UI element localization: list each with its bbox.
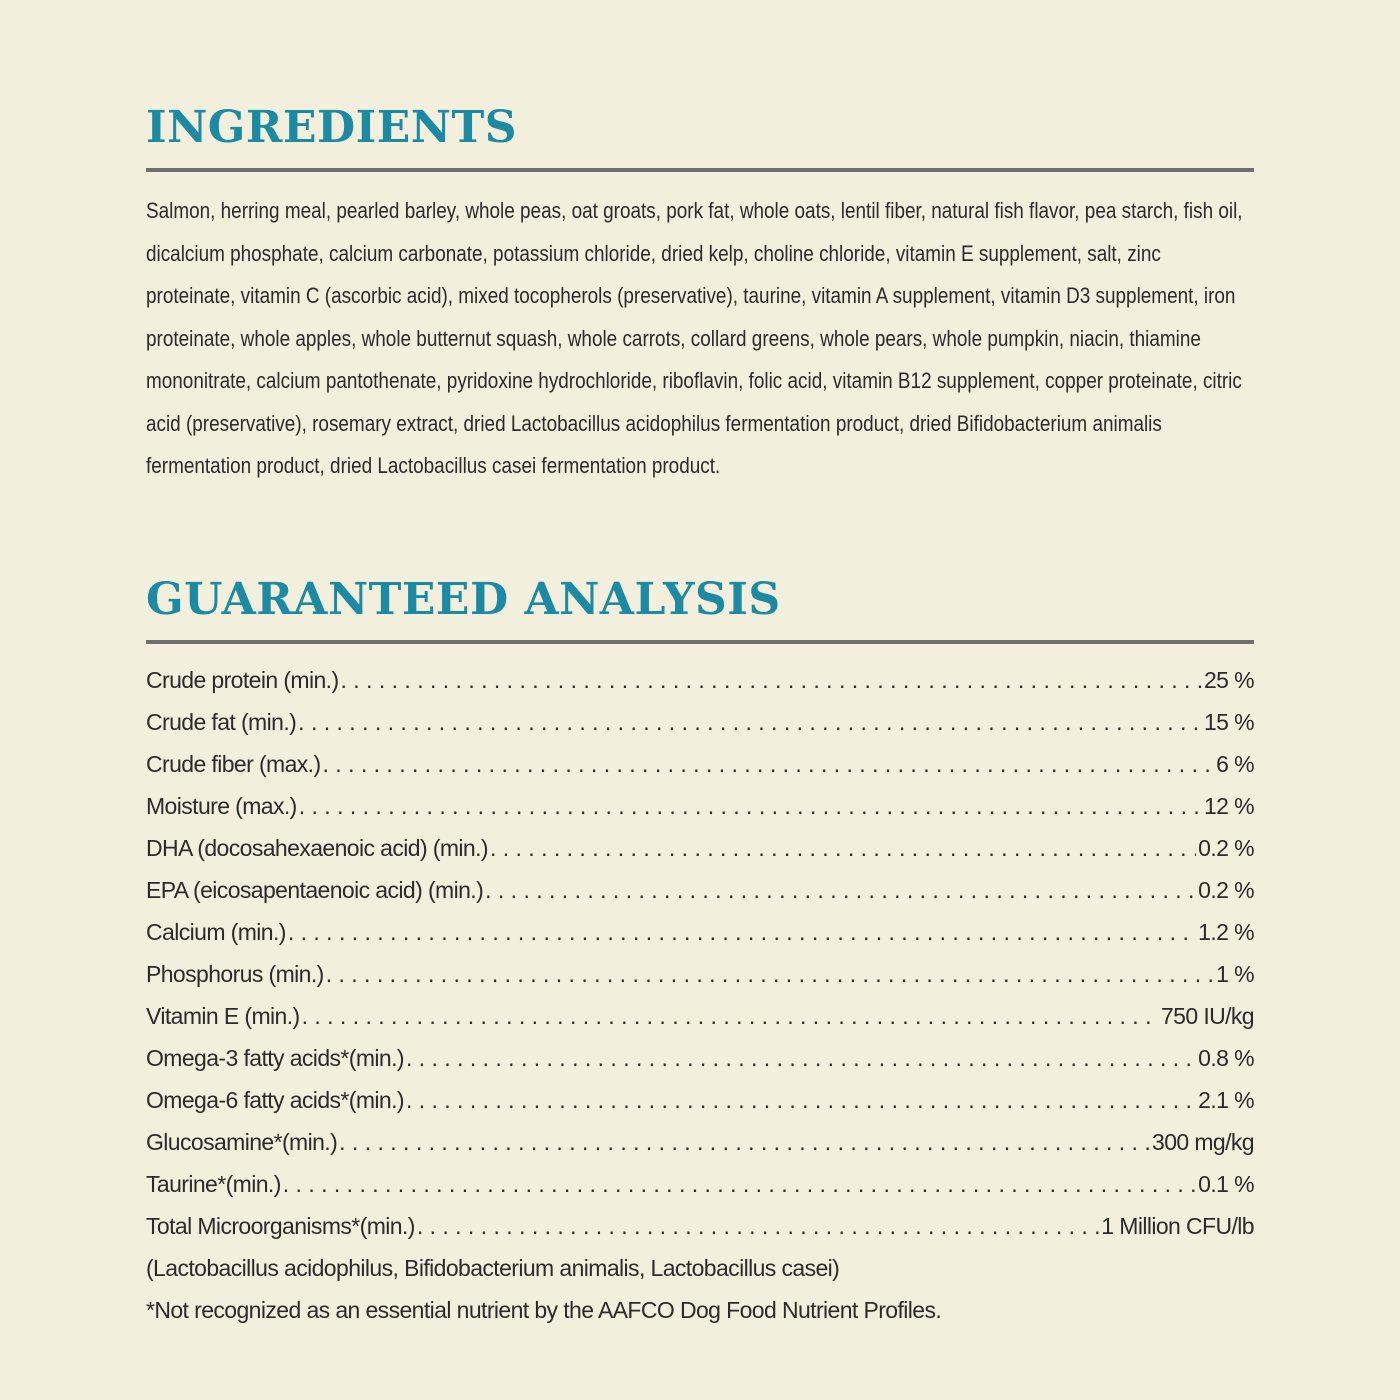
dot-leader — [417, 1205, 1099, 1247]
analysis-row — [146, 659, 1254, 701]
analysis-row — [146, 827, 1254, 869]
row-label: Phosphorus (min.) — [146, 961, 324, 987]
analysis-row — [146, 869, 1254, 911]
dot-leader — [288, 911, 1196, 953]
row-label: EPA (eicosapentaenoic acid) (min.) — [146, 877, 484, 903]
row-label: Omega-6 fatty acids*(min.) — [146, 1087, 404, 1113]
ingredients-list: Salmon, herring meal, pearled barley, whole peas, oat groats, pork fat, whole oats, lentil fiber, natural fish flavor, pea starch, fish oil, dicalcium phosphate, calcium carbonate, potassium chloride, dried kelp, choline chloride, vitamin E supplement, salt, zinc proteinate, vitamin C (ascorbic acid), mixed tocopherols (preservative), taurine, vitamin A supplement, vitamin D3 supplement, iron proteinate, whole apples, whole butternut squash, whole carrots, collard greens, whole pears, whole pumpkin, niacin, thiamine mononitrate, calcium pantothenate, pyridoxine hydrochloride, riboflavin, folic acid, vitamin B12 supplement, copper proteinate, citric acid (preservative), rosemary extract, dried Lactobacillus acidophilus fermentation product, dried Bifidobacterium animalis fermentation product, dried Lactobacillus casei fermentation product. — [146, 198, 1243, 478]
row-value: 25 % — [1203, 667, 1254, 693]
row-label: DHA (docosahexaenoic acid) (min.) — [146, 835, 488, 861]
row-label: Moisture (max.) — [146, 793, 297, 819]
row-label: Crude protein (min.) — [146, 667, 339, 693]
analysis-row — [146, 785, 1254, 827]
microorganisms-note: (Lactobacillus acidophilus, Bifidobacterium animalis, Lactobacillus casei) — [146, 1255, 840, 1281]
dot-leader — [323, 743, 1215, 785]
row-label: Vitamin E (min.) — [146, 1003, 300, 1029]
analysis-row — [146, 1205, 1254, 1247]
row-value: 0.8 % — [1198, 1045, 1254, 1071]
analysis-row — [146, 1121, 1254, 1163]
row-value: 12 % — [1203, 793, 1254, 819]
row-label: Glucosamine*(min.) — [146, 1129, 338, 1155]
row-label: Omega-3 fatty acids*(min.) — [146, 1045, 404, 1071]
analysis-row — [146, 911, 1254, 953]
row-value: 15 % — [1203, 709, 1254, 735]
dot-leader — [339, 1121, 1150, 1163]
row-value: 0.1 % — [1198, 1171, 1254, 1197]
analysis-table — [146, 659, 1254, 1331]
analysis-row — [146, 701, 1254, 743]
row-label: Taurine*(min.) — [146, 1171, 281, 1197]
row-label: Crude fiber (max.) — [146, 751, 321, 777]
analysis-row — [146, 995, 1254, 1037]
row-value: 0.2 % — [1198, 877, 1254, 903]
row-value: 1.2 % — [1198, 919, 1254, 945]
row-label: Crude fat (min.) — [146, 709, 297, 735]
ingredients-divider — [146, 168, 1254, 172]
dot-leader — [302, 995, 1159, 1037]
row-value: 2.1 % — [1198, 1087, 1254, 1113]
dot-leader — [299, 785, 1202, 827]
analysis-row — [146, 743, 1254, 785]
row-value: 0.2 % — [1198, 835, 1254, 861]
row-label: Total Microorganisms*(min.) — [146, 1213, 415, 1239]
dot-leader — [485, 869, 1196, 911]
row-value: 1 % — [1216, 961, 1254, 987]
dot-leader — [283, 1163, 1196, 1205]
dot-leader — [406, 1079, 1196, 1121]
row-value: 6 % — [1216, 751, 1254, 777]
row-value: 750 IU/kg — [1160, 1003, 1254, 1029]
ingredients-heading: INGREDIENTS — [146, 102, 517, 153]
analysis-row — [146, 1037, 1254, 1079]
analysis-row — [146, 1163, 1254, 1205]
row-value: 300 mg/kg — [1152, 1129, 1254, 1155]
analysis-row — [146, 953, 1254, 995]
dot-leader — [341, 659, 1202, 701]
dot-leader — [326, 953, 1214, 995]
analysis-divider — [146, 640, 1254, 644]
row-value: 1 Million CFU/lb — [1101, 1213, 1254, 1239]
analysis-row — [146, 1079, 1254, 1121]
row-label: Calcium (min.) — [146, 919, 286, 945]
dot-leader — [298, 701, 1202, 743]
guaranteed-analysis-heading: GUARANTEED ANALYSIS — [146, 574, 781, 625]
dot-leader — [406, 1037, 1196, 1079]
dot-leader — [490, 827, 1196, 869]
footnote: *Not recognized as an essential nutrient by the AAFCO Dog Food Nutrient Profiles. — [146, 1297, 942, 1323]
